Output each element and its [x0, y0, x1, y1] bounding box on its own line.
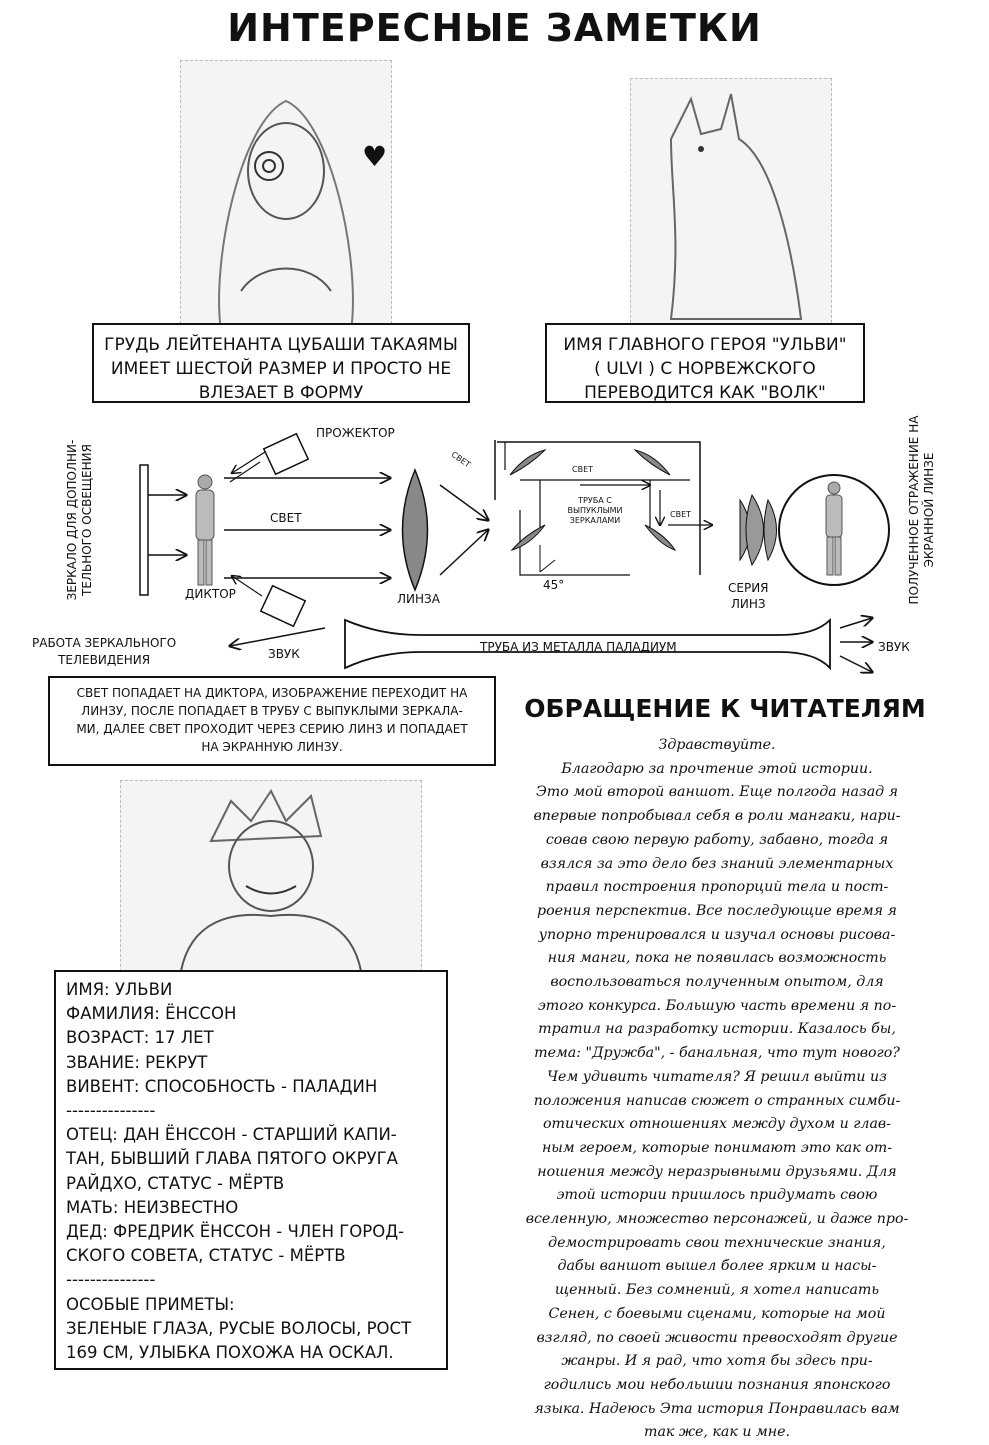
profile-line: ТАН, БЫВШИЙ ГЛАВА ПЯТОГО ОКРУГА	[66, 1149, 398, 1169]
profile-line: ВОЗРАСТ: 17 ЛЕТ	[66, 1028, 214, 1048]
mirror-label-line: ЗЕРКАЛО ДЛЯ ДОПОЛНИ-	[65, 439, 79, 601]
lens-series-label	[728, 580, 769, 612]
light-top-label: СВЕТ	[572, 465, 594, 474]
letter-line: годились мои небольшии познания японского	[543, 1376, 891, 1393]
lieutenant-illustration	[180, 60, 392, 334]
letter-line: тема: "Дружба", - банальная, что тут нового?	[534, 1045, 900, 1062]
announcer-figure-icon	[196, 475, 214, 585]
letter-line: Это мой второй ваншот. Еще полгода назад я	[535, 784, 899, 801]
wolf-illustration	[630, 78, 832, 328]
explanation-line: МИ, ДАЛЕЕ СВЕТ ПРОХОДИТ ЧЕРЕЗ СЕРИЮ ЛИНЗ И ПОПАДАЕТ	[76, 722, 468, 736]
profile-line: ИМЯ: УЛЬВИ	[66, 980, 173, 999]
letter-line: упорно тренировался и изучал основы рисова-	[538, 926, 896, 943]
letter-line: взгляд, по своей живости превосходят другие	[536, 1329, 898, 1346]
tube-mirrors-line: ТРУБА С	[578, 496, 612, 505]
letter-title: ОБРАЩЕНИЕ К ЧИТАТЕЛЯМ	[524, 694, 926, 723]
letter-line: положения написав сюжет о странных симби-	[533, 1092, 901, 1109]
mirror-label-line: ТЕЛЬНОГО ОСВЕЩЕНИЯ	[80, 444, 94, 596]
letter-line: ным героем, которые понимают это как от-	[541, 1139, 893, 1156]
letter-line: впервые попробывал себя в роли мангаки, нари-	[533, 808, 901, 825]
lens-series-line: СЕРИЯ	[728, 581, 769, 595]
mirror-label	[65, 425, 95, 615]
letter-line: правил построения пропорций тела и пост-	[545, 879, 889, 896]
letter-line: Благодарю за прочтение этой истории.	[561, 760, 873, 777]
light-right-label: СВЕТ	[670, 510, 692, 519]
letter-line: демострировать свои технические знания,	[548, 1234, 886, 1251]
profile-line: 169 СМ, УЛЫБКА ПОХОЖА НА ОСКАЛ.	[66, 1343, 394, 1363]
result-label-line: ПОЛУЧЕННОЕ ОТРАЖЕНИЕ НА	[907, 415, 921, 605]
lens-label: ЛИНЗА	[397, 592, 440, 606]
ulvi-illustration	[120, 780, 422, 972]
letter-line: дабы ваншот вышел более ярким и насы-	[557, 1258, 877, 1275]
character-profile	[54, 970, 448, 1370]
letter-line: Сенен, с боевыми сценами, которые на мой	[548, 1305, 886, 1322]
note-box-right	[545, 323, 865, 403]
profile-divider: ---------------	[66, 1270, 156, 1290]
note-box-left	[92, 323, 470, 403]
woman-sketch-icon	[181, 61, 391, 333]
profile-line: ЗВАНИЕ: РЕКРУТ	[66, 1052, 208, 1072]
letter-line: так же, как и мне.	[643, 1424, 790, 1441]
result-label	[907, 400, 937, 620]
light-small-label: СВЕТ	[449, 449, 472, 470]
explanation-line: ЛИНЗУ, ПОСЛЕ ПОПАДАЕТ В ТРУБУ С ВЫПУКЛЫМИ ЗЕРКАЛА-	[81, 704, 463, 718]
letter-line: отических отношениях между духом и глав-	[543, 1116, 891, 1133]
letter-line: ния манги, пока не появилась возможность	[547, 950, 887, 967]
work-label	[32, 635, 176, 669]
lens-series-line: ЛИНЗ	[730, 597, 766, 611]
profile-line: МАТЬ: НЕИЗВЕСТНО	[66, 1197, 239, 1217]
note-left-line: ИМЕЕТ ШЕСТОЙ РАЗМЕР И ПРОСТО НЕ	[110, 359, 452, 379]
wolf-sketch-icon	[631, 79, 831, 327]
profile-line: ДЕД: ФРЕДРИК ЁНССОН - ЧЛЕН ГОРОД-	[66, 1222, 405, 1242]
letter-line: жанры. И я рад, что хотя бы здесь при-	[561, 1353, 873, 1370]
note-left-line: ВЛЕЗАЕТ В ФОРМУ	[198, 383, 364, 403]
work-label-line: ТЕЛЕВИДЕНИЯ	[58, 653, 151, 667]
letter-line: ношения между неразрывными друзьями. Для	[537, 1163, 897, 1180]
note-right-line: ПЕРЕВОДИТСЯ КАК "ВОЛК"	[584, 383, 826, 403]
profile-line: РАЙДХО, СТАТУС - МЁРТВ	[66, 1173, 285, 1193]
letter-line: взялся за это дело без знаний элементарных	[540, 855, 894, 872]
heart-icon: ♥	[362, 140, 388, 173]
letter-line: этого конкурса. Большую часть времени я по-	[537, 997, 897, 1014]
note-right-line: ( ULVI ) С НОРВЕЖСКОГО	[594, 359, 816, 379]
boy-sketch-icon	[121, 781, 421, 971]
letter-body	[455, 734, 979, 1445]
letter-line: вселенную, множество персонажей, и даже про-	[525, 1211, 909, 1228]
tube-mirrors-line: ЗЕРКАЛАМИ	[569, 516, 621, 525]
letter-line: Здравствуйте.	[658, 737, 776, 753]
sound-left-label: ЗВУК	[268, 647, 300, 661]
profile-line: ОТЕЦ: ДАН ЁНССОН - СТАРШИЙ КАПИ-	[66, 1125, 397, 1145]
letter-line: воспользоваться полученным опытом, для	[550, 974, 884, 991]
letter-line: тратил на разработку истории. Казалось бы,	[538, 1021, 896, 1038]
explanation-line: СВЕТ ПОПАДАЕТ НА ДИКТОРА, ИЗОБРАЖЕНИЕ ПЕРЕХОДИТ НА	[76, 686, 468, 700]
sound-right-label: ЗВУК	[878, 640, 910, 654]
tube-mirrors-line: ВЫПУКЛЫМИ	[567, 506, 623, 515]
explanation-line: НА ЭКРАННУЮ ЛИНЗУ.	[201, 740, 343, 754]
letter-line: этой истории пришлось придумать свою	[556, 1187, 878, 1204]
letter-line: Чем удивить читателя? Я решил выйти из	[547, 1068, 887, 1085]
work-label-line: РАБОТА ЗЕРКАЛЬНОГО	[32, 636, 177, 650]
letter-line: щенный. Без сомнений, я хотел написать	[554, 1282, 880, 1299]
profile-line: ЗЕЛЕНЫЕ ГЛАЗА, РУСЫЕ ВОЛОСЫ, РОСТ	[66, 1318, 412, 1338]
projector-label: ПРОЖЕКТОР	[316, 426, 395, 440]
letter-line: совав свою первую работу, забавно, тогда я	[545, 831, 889, 848]
letter-line: роения перспектив. Все последующие время я	[537, 902, 897, 919]
profile-line: ФАМИЛИЯ: ЁНССОН	[66, 1004, 237, 1024]
letter-line: языка. Надеюсь Эта история Понравилась вам	[534, 1400, 900, 1417]
announcer-label: ДИКТОР	[185, 587, 236, 601]
profile-line: ОСОБЫЕ ПРИМЕТЫ:	[66, 1294, 235, 1314]
note-left-line: ГРУДЬ ЛЕЙТЕНАНТА ЦУБАШИ ТАКАЯМЫ	[104, 335, 458, 355]
light-label: СВЕТ	[270, 511, 302, 525]
profile-divider: ---------------	[66, 1101, 156, 1121]
profile-line: СКОГО СОВЕТА, СТАТУС - МЁРТВ	[66, 1246, 346, 1266]
note-right-line: ИМЯ ГЛАВНОГО ГЕРОЯ "УЛЬВИ"	[563, 335, 847, 355]
profile-line: ВИВЕНТ: СПОСОБНОСТЬ - ПАЛАДИН	[66, 1076, 378, 1096]
angle-label: 45°	[543, 578, 565, 592]
pipe-label: ТРУБА ИЗ МЕТАЛЛА ПАЛАДИУМ	[480, 640, 677, 654]
page-title: ИНТЕРЕСНЫЕ ЗАМЕТКИ	[227, 6, 762, 50]
result-label-line: ЭКРАННОЙ ЛИНЗЕ	[922, 452, 936, 568]
explanation-box	[48, 676, 496, 766]
tube-mirrors-label	[555, 496, 635, 526]
